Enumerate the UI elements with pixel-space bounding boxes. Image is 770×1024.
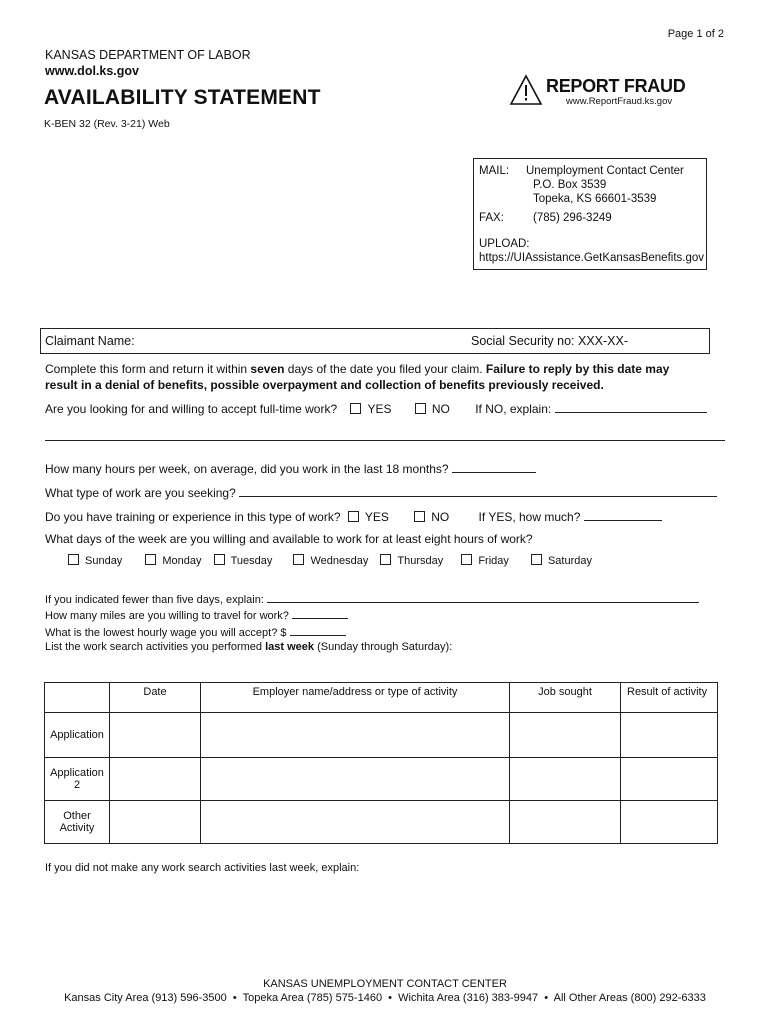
table-cell[interactable] xyxy=(110,801,201,844)
mail-label: MAIL: xyxy=(479,165,510,177)
claimant-name-label[interactable]: Claimant Name: xyxy=(45,334,135,348)
agency-website[interactable]: www.dol.ks.gov xyxy=(45,64,139,78)
table-header-cell: Job sought xyxy=(510,683,621,713)
question-fewer-days: If you indicated fewer than five days, explain: xyxy=(45,591,699,606)
upload-url[interactable]: https://UIAssistance.GetKansasBenefits.gov xyxy=(479,252,705,264)
footer-phones: Kansas City Area (913) 596-3500 • Topeka Area (785) 575-1460 • Wichita Area (316) 383-9947 • All Other Areas (800) 292-6333 xyxy=(64,992,706,1004)
table-header-cell: Employer name/address or type of activity xyxy=(201,683,510,713)
work-search-table xyxy=(44,682,718,844)
table-cell[interactable] xyxy=(201,801,510,844)
question-fulltime: Are you looking for and willing to accept full-time work? YES NO If NO, explain: xyxy=(45,401,707,416)
miles-field[interactable] xyxy=(292,607,348,619)
table-row xyxy=(45,713,718,758)
fulltime-no-checkbox[interactable] xyxy=(415,403,426,414)
table-cell[interactable] xyxy=(110,758,201,801)
question-days: What days of the week are you willing and available to work for at least eight hours of work? xyxy=(45,532,533,546)
question-training: Do you have training or experience in this type of work? YES NO If YES, how much? xyxy=(45,509,662,524)
table-cell[interactable] xyxy=(201,713,510,758)
hours-field[interactable] xyxy=(452,461,536,473)
table-header-cell: Date xyxy=(110,683,201,713)
instructions-bold-line: result in a denial of benefits, possible overpayment and collection of benefits previously received. xyxy=(45,378,604,392)
question-no-activity: If you did not make any work search activities last week, explain: xyxy=(45,862,360,874)
table-row-label: Application 2 xyxy=(45,758,110,801)
table-header-row xyxy=(45,683,718,713)
agency-name: KANSAS DEPARTMENT OF LABOR xyxy=(45,48,251,62)
fax-value: (785) 296-3249 xyxy=(533,212,612,224)
day-monday-checkbox[interactable] xyxy=(145,554,156,565)
table-row xyxy=(45,801,718,844)
instructions: Complete this form and return it within seven days of the date you filed your claim. Failure to reply by this date may xyxy=(45,362,670,376)
table-header-cell xyxy=(45,683,110,713)
question-activities: List the work search activities you performed last week (Sunday through Saturday): xyxy=(45,641,453,653)
day-wednesday-checkbox[interactable] xyxy=(293,554,304,565)
ssn-label[interactable]: Social Security no: XXX-XX- xyxy=(471,334,629,348)
report-fraud-url[interactable]: www.ReportFraud.ks.gov xyxy=(566,96,673,107)
training-yes-checkbox[interactable] xyxy=(348,511,359,522)
table-header-cell: Result of activity xyxy=(621,683,718,713)
table-cell[interactable] xyxy=(110,713,201,758)
table-cell[interactable] xyxy=(510,713,621,758)
warning-triangle-icon xyxy=(509,74,543,106)
day-thursday-checkbox[interactable] xyxy=(380,554,391,565)
question-miles: How many miles are you willing to travel for work? xyxy=(45,607,348,622)
table-cell[interactable] xyxy=(621,801,718,844)
training-amount-field[interactable] xyxy=(584,509,662,521)
mail-line2: P.O. Box 3539 xyxy=(533,179,607,191)
question-hours: How many hours per week, on average, did you work in the last 18 months? xyxy=(45,461,536,476)
table-cell[interactable] xyxy=(510,758,621,801)
page-number: Page 1 of 2 xyxy=(667,28,724,40)
mail-line1: Unemployment Contact Center xyxy=(526,165,684,177)
day-saturday-checkbox[interactable] xyxy=(531,554,542,565)
form-number: K-BEN 32 (Rev. 3-21) Web xyxy=(44,118,170,130)
wage-field[interactable] xyxy=(290,624,346,636)
fulltime-explain-field[interactable] xyxy=(555,401,707,413)
table-cell[interactable] xyxy=(201,758,510,801)
table-cell[interactable] xyxy=(510,801,621,844)
fulltime-explain-line[interactable] xyxy=(45,440,725,441)
day-sunday-checkbox[interactable] xyxy=(68,554,79,565)
claimant-box xyxy=(40,328,710,354)
fax-label: FAX: xyxy=(479,212,504,224)
table-cell[interactable] xyxy=(621,758,718,801)
upload-label: UPLOAD: xyxy=(479,238,530,250)
days-checkboxes: Sunday Monday Tuesday Wednesday Thursday Friday Saturday xyxy=(68,554,592,567)
day-tuesday-checkbox[interactable] xyxy=(214,554,225,565)
worktype-field[interactable] xyxy=(239,485,717,497)
table-row xyxy=(45,758,718,801)
mail-info-box xyxy=(473,158,707,270)
fewer-days-field[interactable] xyxy=(267,591,699,603)
agency-header xyxy=(45,47,251,79)
question-wage: What is the lowest hourly wage you will accept? $ xyxy=(45,624,346,639)
training-no-checkbox[interactable] xyxy=(414,511,425,522)
table-row-label: Other Activity xyxy=(45,801,110,844)
mail-line3: Topeka, KS 66601-3539 xyxy=(533,193,657,205)
table-row-label: Application xyxy=(45,713,110,758)
form-title: AVAILABILITY STATEMENT xyxy=(44,86,321,109)
day-friday-checkbox[interactable] xyxy=(461,554,472,565)
footer-title: KANSAS UNEMPLOYMENT CONTACT CENTER xyxy=(263,978,507,990)
question-worktype: What type of work are you seeking? xyxy=(45,485,717,500)
fulltime-yes-checkbox[interactable] xyxy=(350,403,361,414)
table-cell[interactable] xyxy=(621,713,718,758)
report-fraud-title: REPORT FRAUD xyxy=(546,76,686,96)
